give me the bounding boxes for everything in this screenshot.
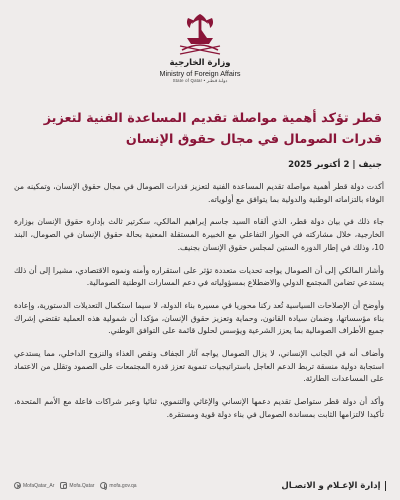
paragraph: وأوضح أن الإصلاحات السياسية تُعد ركنا محوريا في مسيرة بناء الدولة، لا سيما استكمال التعديلات الدستورية، وإعادة بناء مؤسساتها، وضمان سيادة القانون، وحماية وتعزيز حقوق الإنسان، مؤكدا أن شمولية هذه العملية تقتضي إشراك جميع الأطراف الصومالية بما يعزز الشرعية ويؤسس لحلول قائمة على التوافق الوطني. [14, 300, 384, 336]
ministry-logo [0, 6, 400, 98]
website-url: mofa.gov.qa [109, 482, 137, 489]
paragraph: جاء ذلك في بيان دولة قطر، الذي ألقاه السيد جاسم إبراهيم المالكي، سكرتير ثالث بإدارة حقوق الإنسان بوزارة الخارجية، خلال مشاركته في الحوار التفاعلي مع الخبيرة المستقلة المعنية بحالة حقوق الإنسان في الصومال، البند 10، وذلك في إطار الدورة الستين لمجلس حقوق الإنسان بجنيف. [14, 217, 384, 252]
qatar-emblem-icon [176, 10, 224, 56]
website-link[interactable] [100, 482, 136, 489]
x-icon [14, 482, 21, 489]
paragraph: وأكد أن دولة قطر ستواصل تقديم دعمها الإنساني والإغاثي والتنموي، ثنائيا وعبر شراكات فاعلة مع الأمم المتحدة، تأكيدا لالتزامها الثابت بمساندة الصومال في بناء دولة قوية ومستقرة. [14, 397, 384, 419]
page-title: قطر تؤكد أهمية مواصلة تقديم المساعدة الفنية لتعزيز قدرات الصومال في مجال حقوق الإنسان [43, 111, 382, 147]
state-of-qatar-line: State of Qatar • دولـة قـطـر [172, 78, 228, 83]
globe-icon [100, 482, 107, 489]
dateline: جنيف | 2 أكتوبر 2025 [288, 160, 382, 170]
social-x-handle: MofaQatar_Ar [23, 482, 55, 489]
social-x-link[interactable] [14, 482, 54, 489]
social-instagram-link[interactable] [60, 482, 94, 489]
social-links [14, 482, 137, 489]
paragraph: أكدت دولة قطر أهمية مواصلة تقديم المساعدة الفنية لتعزيز قدرات الصومال في مجال حقوق الإنسان، وتمكينه من الوفاء بالتزاماته الوطنية والدولية بما يتوافق مع أولوياته. [14, 182, 384, 204]
article-body [14, 181, 384, 432]
ministry-name-arabic: وزارة الخارجية [169, 58, 231, 68]
department-label [281, 481, 386, 491]
paragraph: وأضاف أنه في الجانب الإنساني، لا يزال الصومال يواجه آثار الجفاف ونقص الغذاء والنزوح الداخلي، مما يستدعي استجابة دولية منسقة تربط الدعم العاجل باستراتيجيات تنموية تعزز قدرة المجتمعات على الصمود وتقلل من الاعتماد على المساعدات الطارئة. [14, 349, 384, 384]
footer-divider [385, 481, 387, 491]
social-instagram-handle: Mofa.Qatar [69, 482, 95, 489]
paragraph: وأشار المالكي إلى أن الصومال يواجه تحديات متعددة تؤثر على استقراره وأمنه ونموه الاقتصادي، مشيرا إلى أن ذلك يستدعي تضامن المجتمع الدولي والاضطلاع بمسؤولياته في دعم المسارات الوطنية الصومالية. [14, 265, 384, 288]
instagram-icon [60, 482, 67, 489]
ministry-name-english: Ministry of Foreign Affairs [159, 69, 241, 78]
department-name: إدارة الإعـلام و الاتصـال [281, 481, 381, 491]
footer [0, 476, 400, 496]
